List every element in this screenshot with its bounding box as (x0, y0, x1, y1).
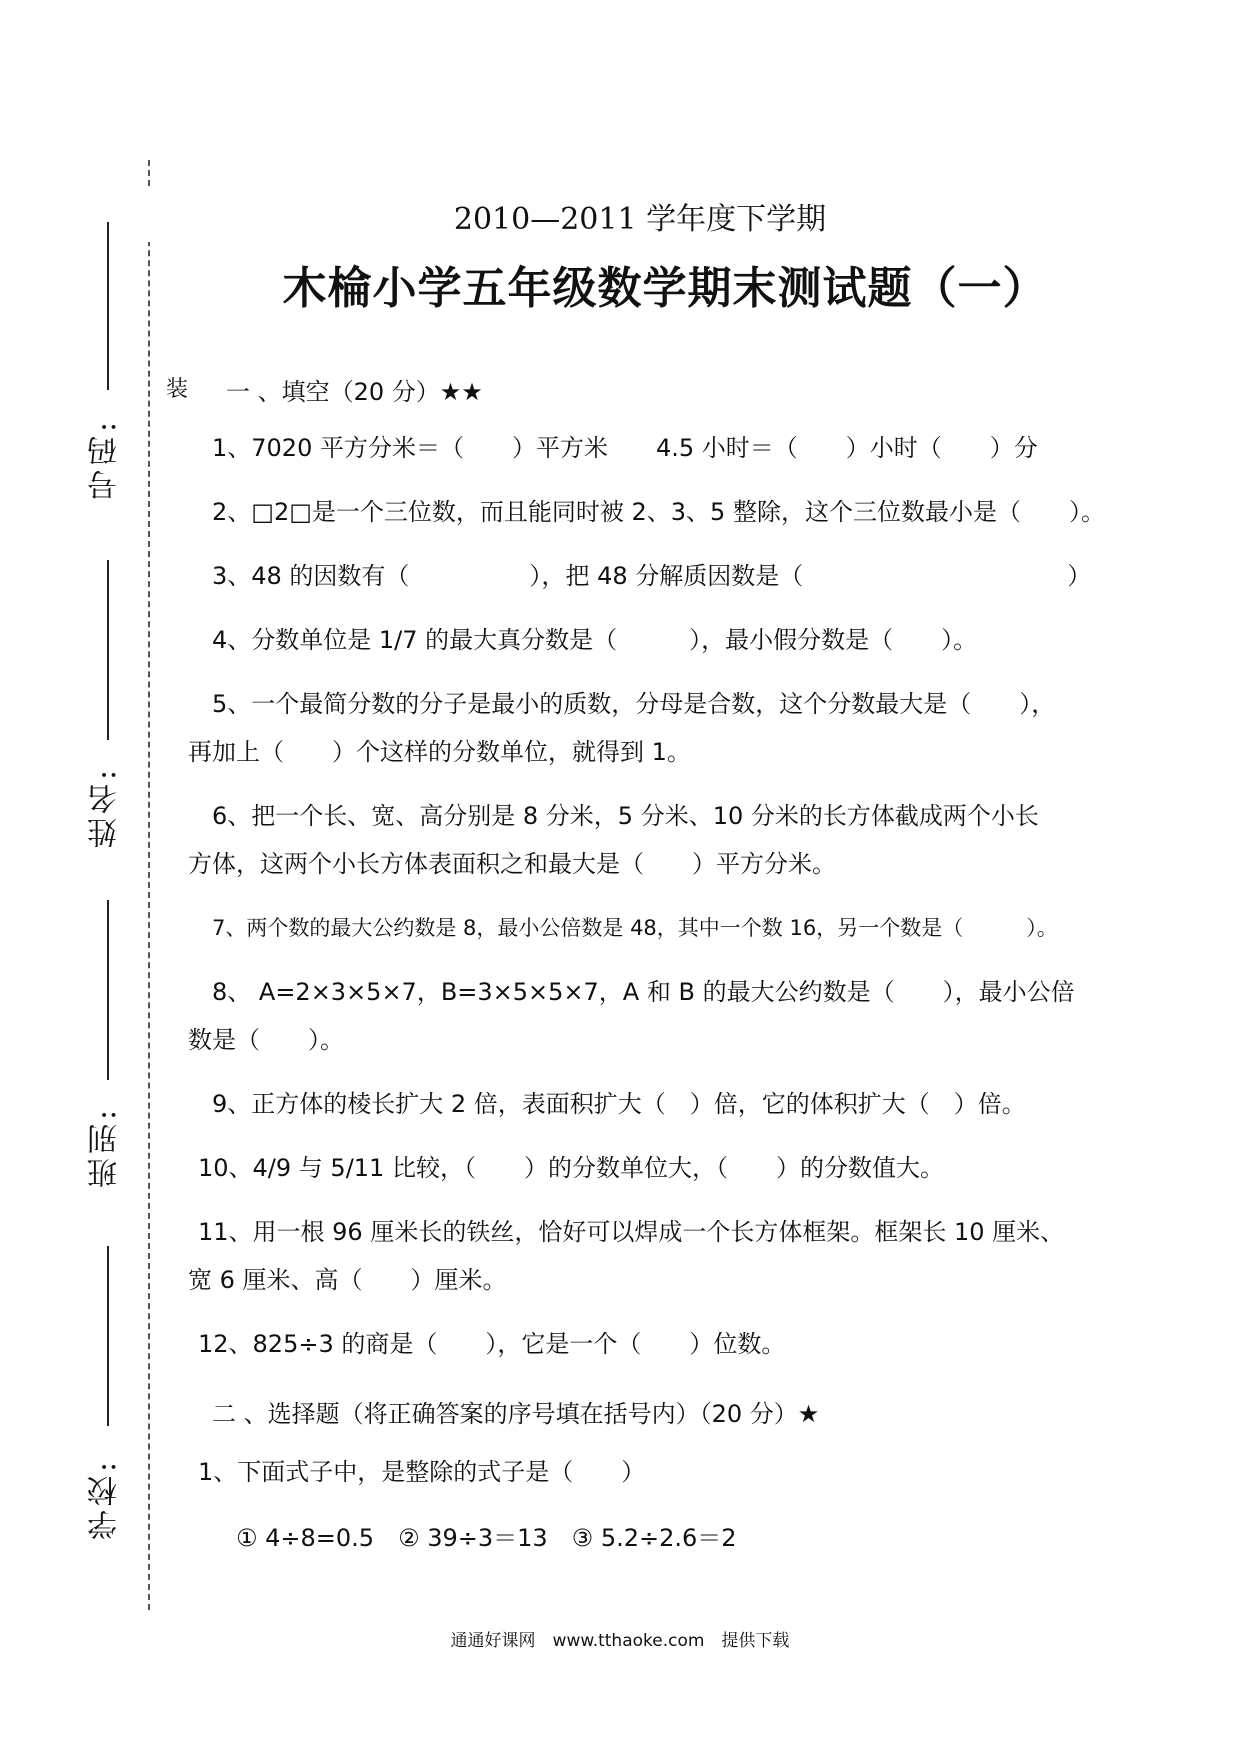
question-4: 4、分数单位是 1/7 的最大真分数是（ ），最小假分数是（ ）。 (212, 626, 978, 654)
question-8-line-1: 8、 A=2×3×5×7，B=3×5×5×7，A 和 B 的最大公约数是（ ），最小公倍 (212, 978, 1075, 1006)
class-label: 班别: (88, 1105, 123, 1189)
binding-dashed-line (148, 160, 150, 1610)
school-label: 学校: (88, 1457, 123, 1541)
question-2: 2、□2□是一个三位数，而且能同时被 2、3、5 整除，这个三位数最小是（ ）。 (212, 498, 1105, 526)
question-6-line-2: 方体，这两个小长方体表面积之和最大是（ ）平方分米。 (188, 850, 836, 878)
binding-mark: 装 (166, 377, 189, 402)
question-1: 1、7020 平方分米＝（ ）平方米 4.5 小时＝（ ）小时（ ）分 (212, 434, 1038, 462)
page-footer: 通通好课网 www.tthaoke.com 提供下载 (450, 1631, 790, 1651)
question-5-line-2: 再加上（ ）个这样的分数单位，就得到 1。 (188, 738, 691, 766)
question-6-line-1: 6、把一个长、宽、高分别是 8 分米，5 分米、10 分米的长方体截成两个小长 (212, 802, 1039, 830)
name-underline (107, 560, 109, 740)
exam-title: 木棆小学五年级数学期末测试题（一） (282, 263, 1048, 314)
choice-question-1-options: ① 4÷8=0.5 ② 39÷3＝13 ③ 5.2÷2.6＝2 (236, 1524, 737, 1552)
question-10: 10、4/9 与 5/11 比较，（ ）的分数单位大，（ ）的分数值大。 (198, 1154, 944, 1182)
question-5-line-1: 5、一个最简分数的分子是最小的质数，分母是合数，这个分数最大是（ ）， (212, 690, 1056, 718)
class-underline (107, 900, 109, 1080)
number-label: 号码: (88, 417, 123, 501)
school-underline (107, 1246, 109, 1426)
name-label: 姓名: (88, 765, 123, 849)
question-3: 3、48 的因数有（ ），把 48 分解质因数是（ ） (212, 562, 1092, 590)
section-2-heading: 二 、选择题（将正确答案的序号填在括号内）（20 分）★ (212, 1400, 820, 1428)
question-11-line-2: 宽 6 厘米、高（ ）厘米。 (188, 1266, 507, 1294)
question-9: 9、正方体的棱长扩大 2 倍，表面积扩大（ ）倍，它的体积扩大（ ）倍。 (212, 1090, 1026, 1118)
question-12: 12、825÷3 的商是（ ），它是一个（ ）位数。 (198, 1330, 786, 1358)
choice-question-1: 1、下面式子中，是整除的式子是（ ） (198, 1458, 646, 1486)
question-7: 7、两个数的最大公约数是 8，最小公倍数是 48，其中一个数 16，另一个数是（ ）。 (212, 916, 1058, 940)
question-11-line-1: 11、用一根 96 厘米长的铁丝，恰好可以焊成一个长方体框架。框架长 10 厘米、 (198, 1218, 1065, 1246)
section-1-heading: 一 、填空（20 分）★★ (226, 378, 483, 406)
exam-subtitle: 2010—2011 学年度下学期 (453, 202, 827, 237)
question-8-line-2: 数是（ ）。 (188, 1026, 344, 1054)
